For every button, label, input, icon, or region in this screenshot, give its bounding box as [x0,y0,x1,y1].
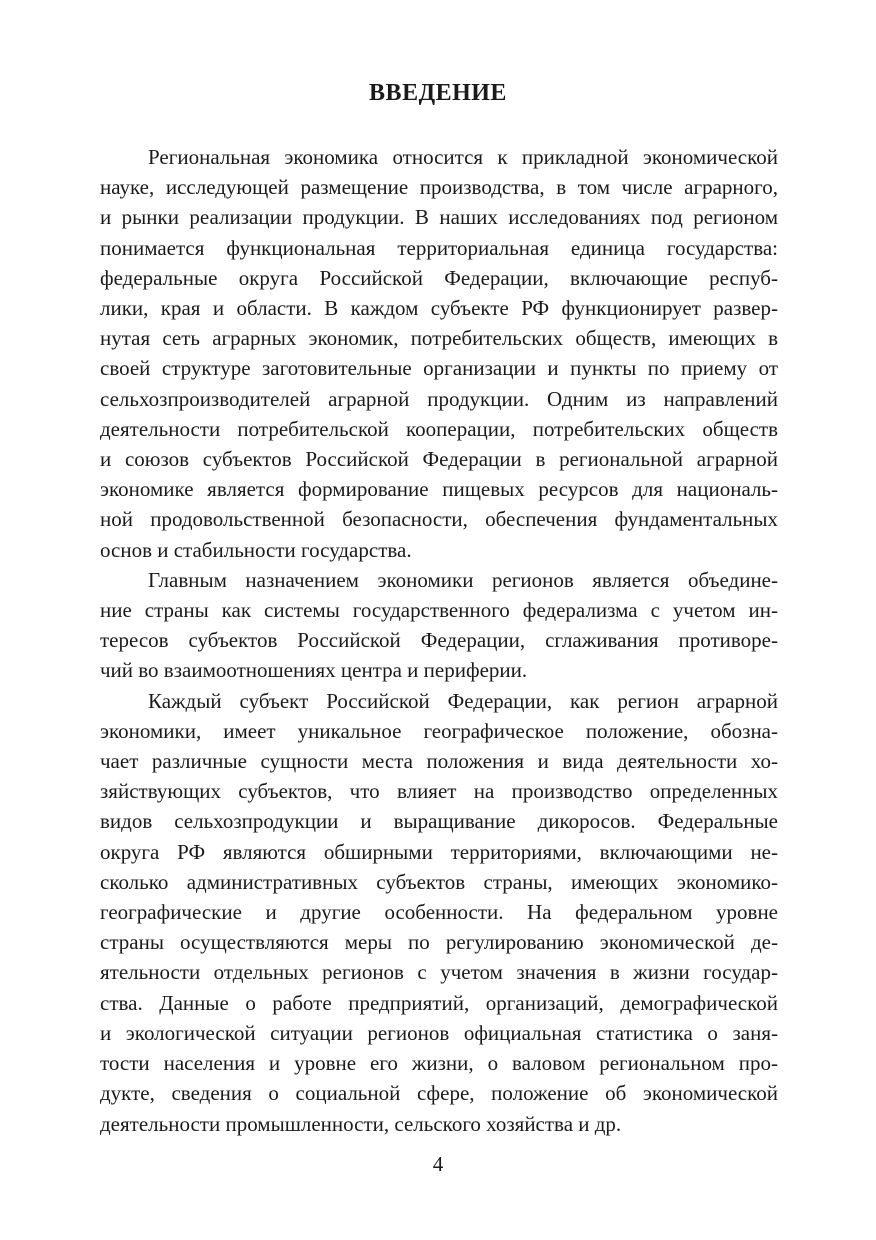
text-line: основ и стабильности государства. [100,537,412,562]
text-line: и экологической ситуации регионов официальная статистика о заня- [100,1020,778,1045]
text-line: ние страны как системы государственного федерализма с учетом ин- [100,598,778,623]
text-line: Региональная экономика относится к прикладной экономической [148,145,778,169]
text-line: экономики, имеет уникальное географическое положение, обозна- [100,718,778,743]
text-line: сельхозпроизводителей аграрной продукции. Одним из направлений [100,386,778,411]
text-line: чий во взаимоотношениях центра и периферии. [100,658,528,683]
body-text [100,142,778,1139]
text-line: и союзов субъектов Российской Федерации в региональной аграрной [100,447,778,472]
text-line: экономике является формирование пищевых ресурсов для националь- [100,477,778,502]
page-number: 4 [432,1152,444,1176]
text-line: нутая сеть аграрных экономик, потребительских обществ, имеющих в [100,326,778,351]
text-line: ятельности отдельных регионов с учетом значения в жизни государ- [100,960,778,985]
text-line: федеральные округа Российской Федерации, включающие респуб- [100,265,778,290]
text-line: и рынки реализации продукции. В наших исследованиях под регионом [100,205,778,230]
paragraph [100,686,778,1139]
text-line: ной продовольственной безопасности, обеспечения фундаментальных [100,507,778,532]
text-line: своей структуре заготовительные организации и пункты по приему от [100,356,778,381]
text-line: географические и другие особенности. На федеральном уровне [100,900,778,925]
text-line: ства. Данные о работе предприятий, организаций, демографической [100,990,778,1015]
paragraph [100,142,778,565]
text-line: деятельности промышленности, сельского хозяйства и др. [100,1111,622,1136]
text-line: деятельности потребительской кооперации, потребительских обществ [100,416,778,441]
text-line: тости населения и уровне его жизни, о валовом региональном про- [100,1051,778,1076]
text-line: страны осуществляются меры по регулированию экономической де- [100,930,778,955]
text-line: округа РФ являются обширными территориями, включающими не- [100,839,778,864]
text-line: чает различные сущности места положения и вида деятельности хо- [100,749,778,774]
text-line: сколько административных субъектов страны, имеющих экономико- [100,869,778,894]
text-line: понимается функциональная территориальная единица государства: [100,235,778,260]
text-line: тересов субъектов Российской Федерации, сглаживания противоре- [100,628,778,653]
text-line: науке, исследующей размещение производства, в том числе аграрного, [100,175,778,200]
text-line: Главным назначением экономики регионов является объедине- [148,567,778,592]
text-line: видов сельхозпродукции и выращивание дикоросов. Федеральные [100,809,778,834]
text-line: лики, края и области. В каждом субъекте РФ функционирует развер- [100,296,778,321]
text-line: дукте, сведения о социальной сфере, положение об экономической [100,1081,778,1106]
page-title: ВВЕДЕНИЕ [369,80,507,106]
paragraph [100,565,778,686]
text-line: Каждый субъект Российской Федерации, как регион аграрной [148,688,778,713]
text-line: зяйствующих субъектов, что влияет на производство определенных [100,779,778,804]
